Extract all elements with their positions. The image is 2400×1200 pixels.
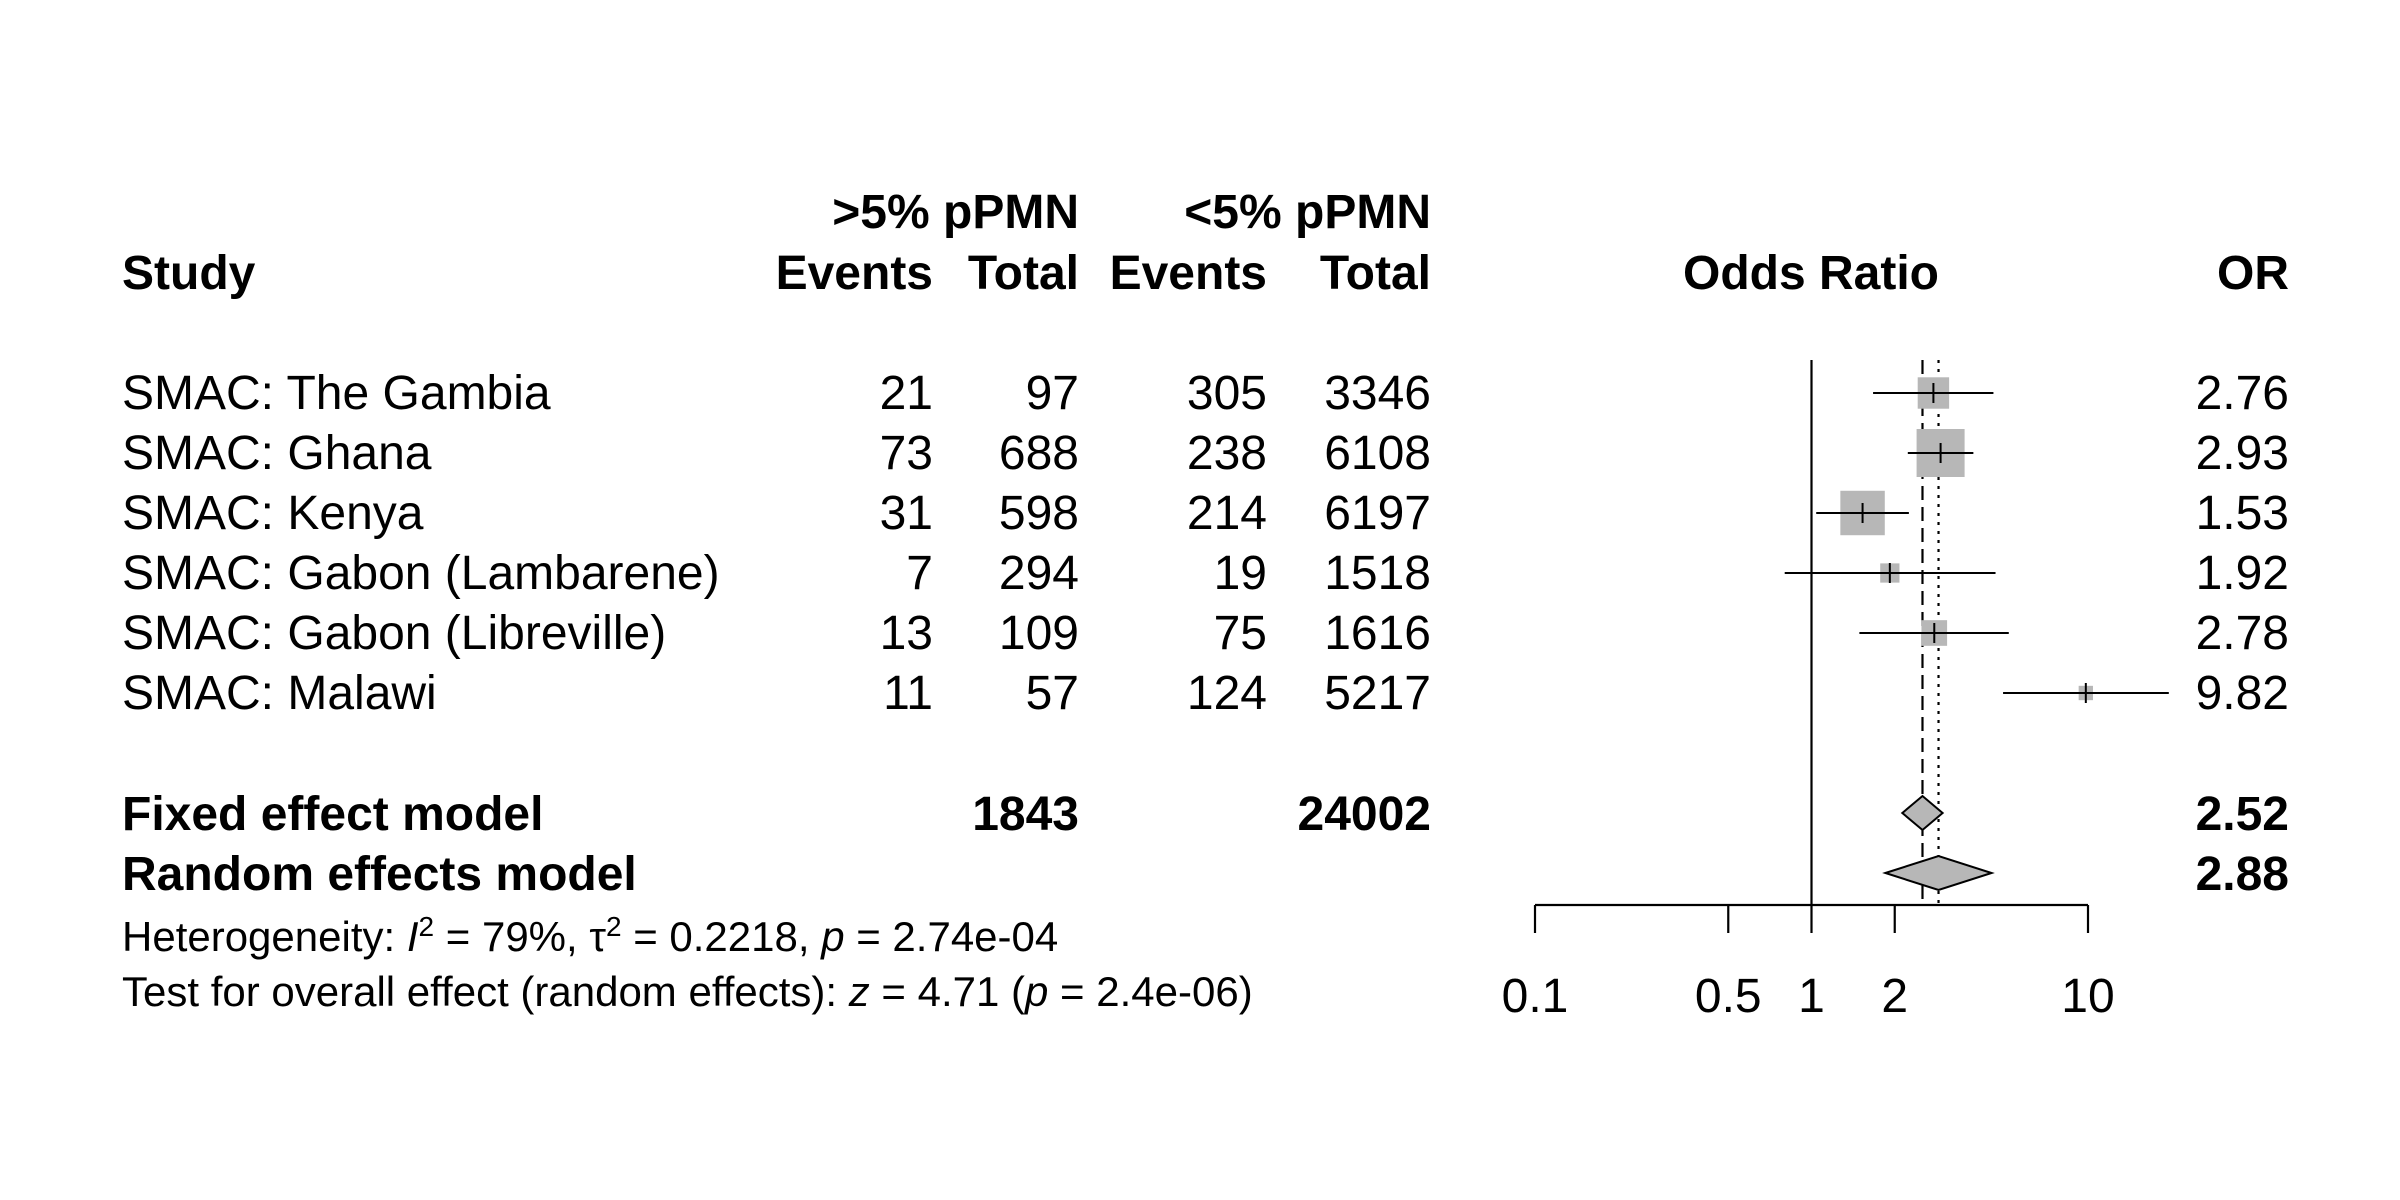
x-tick-label: 2 xyxy=(1881,970,1909,1023)
events1-header: Events xyxy=(775,247,933,300)
x-tick-label: 0.1 xyxy=(1501,970,1569,1023)
group1-header: >5% pPMN xyxy=(832,186,1079,239)
random-model-label: Random effects model xyxy=(122,848,637,901)
or-value: 2.76 xyxy=(2195,367,2289,420)
overall-effect-text: Test for overall effect (random effects): z = 4.71 (p = 2.4e-06) xyxy=(122,968,1253,1015)
fixed-model-label: Fixed effect model xyxy=(122,788,544,841)
events1-value: 73 xyxy=(879,427,933,480)
heterogeneity-text: Heterogeneity: $I^2 = 79\%$, $\tau^2 = 0.2218$, p = 2.74e-04 xyxy=(122,910,1059,960)
total2-value: 6197 xyxy=(1324,487,1431,540)
total1-value: 109 xyxy=(998,607,1079,660)
fixed-total1: 1843 xyxy=(972,788,1079,841)
plot-marks xyxy=(1502,360,2169,1023)
total2-value: 1518 xyxy=(1324,547,1431,600)
events2-value: 305 xyxy=(1186,367,1267,420)
random-or-label: 2.88 xyxy=(2195,848,2289,901)
fixed-total2: 24002 xyxy=(1297,788,1431,841)
random-effects-diamond xyxy=(1885,856,1991,890)
or-value: 9.82 xyxy=(2195,667,2289,720)
total1-value: 688 xyxy=(998,427,1079,480)
total1-value: 294 xyxy=(998,547,1079,600)
study-name: SMAC: Ghana xyxy=(122,427,432,480)
or-value: 2.93 xyxy=(2195,427,2289,480)
study-name: SMAC: Gabon (Libreville) xyxy=(122,607,667,660)
events1-value: 11 xyxy=(883,667,933,720)
study-name: SMAC: Kenya xyxy=(122,487,424,540)
or-value: 1.92 xyxy=(2195,547,2289,600)
fixed-effect-diamond xyxy=(1902,796,1942,830)
fixed-or-label: 2.52 xyxy=(2195,788,2289,841)
total1-value: 97 xyxy=(1025,367,1079,420)
effect-axis-header: Odds Ratio xyxy=(1682,247,1940,300)
events2-value: 238 xyxy=(1186,427,1267,480)
study-header: Study xyxy=(122,247,256,300)
events2-value: 75 xyxy=(1213,607,1267,660)
total2-value: 1616 xyxy=(1324,607,1431,660)
study-name: SMAC: The Gambia xyxy=(122,367,551,420)
group2-header: <5% pPMN xyxy=(1184,186,1431,239)
study-name: SMAC: Gabon (Lambarene) xyxy=(122,547,720,600)
or-value: 1.53 xyxy=(2195,487,2289,540)
effect-header: OR xyxy=(2217,247,2289,300)
study-name: SMAC: Malawi xyxy=(122,667,437,720)
total1-value: 57 xyxy=(1025,667,1079,720)
events2-value: 19 xyxy=(1213,547,1267,600)
total2-value: 3346 xyxy=(1324,367,1431,420)
events1-value: 13 xyxy=(879,607,933,660)
total1-value: 598 xyxy=(998,487,1079,540)
or-value: 2.78 xyxy=(2195,607,2289,660)
x-tick-label: 10 xyxy=(2061,970,2115,1023)
events2-header: Events xyxy=(1109,247,1267,300)
events1-value: 31 xyxy=(879,487,933,540)
x-tick-label: 1 xyxy=(1798,970,1825,1023)
total2-header: Total xyxy=(1319,247,1431,300)
events1-value: 21 xyxy=(879,367,933,420)
events1-value: 7 xyxy=(906,547,933,600)
total2-value: 5217 xyxy=(1324,667,1431,720)
events2-value: 214 xyxy=(1186,487,1267,540)
x-tick-label: 0.5 xyxy=(1694,970,1762,1023)
total1-header: Total xyxy=(967,247,1079,300)
events2-value: 124 xyxy=(1186,667,1267,720)
study-rows xyxy=(122,367,2289,720)
total2-value: 6108 xyxy=(1324,427,1431,480)
